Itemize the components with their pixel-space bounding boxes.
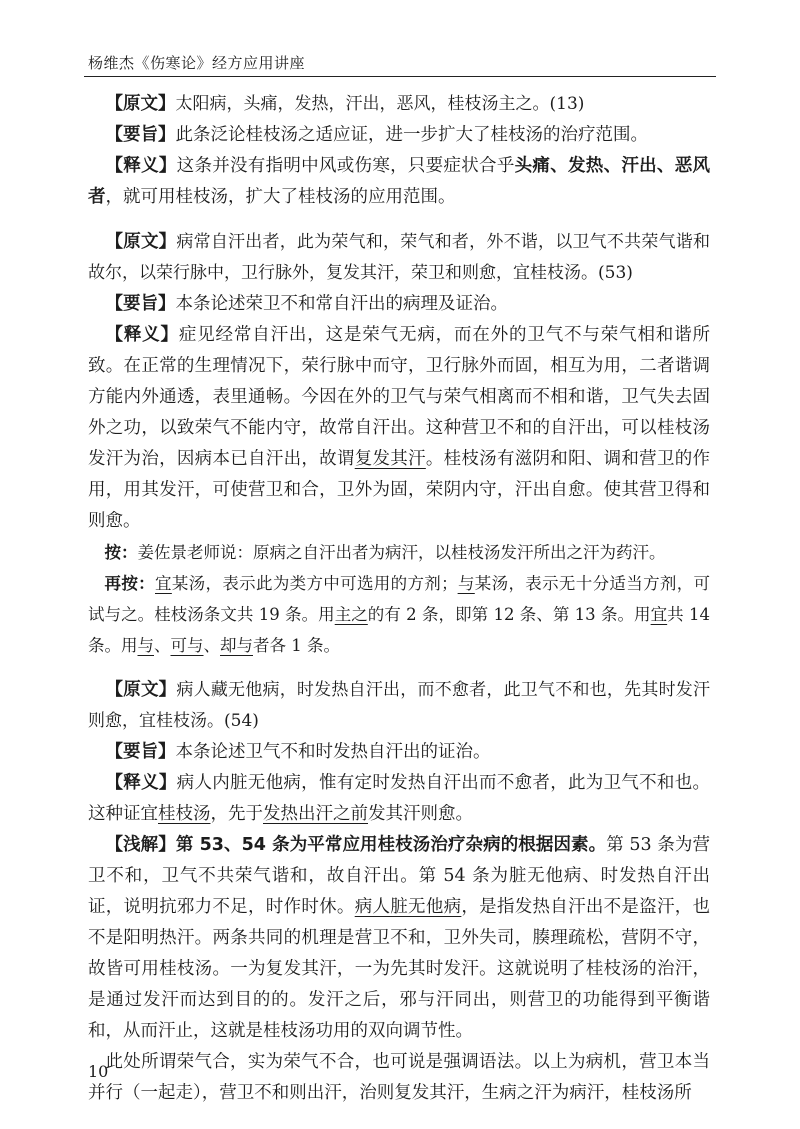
page-number: 10 [88,1062,109,1081]
shiyi-tag: 【释义】 [105,325,179,345]
underlined-term: 宜 [650,605,668,624]
underlined-term: 主之 [334,605,368,624]
underlined-term: 与 [457,574,475,593]
yuanwen-53 [88,227,710,289]
shiyi-54 [88,768,710,830]
yaozhi-53 [88,289,710,320]
yaozhi-tag: 【要旨】 [105,742,176,762]
qianjie-text: ，是指发热自汗出不是盗汗，也不是阳明热汗。两条共同的机理是营卫不和，卫外失司，腠理疏松，营阴不守，故皆可用桂枝汤。一为复发其汗，一为先其时发汗。这就说明了桂枝汤的治汗，是通过发汗而达到目的的。发汗之后，邪与汗同出，则营卫的功能得到平衡谐和，从而汗止，这就是桂枝汤功用的双向调节性。 [88,897,711,1041]
shiyi-text: 病人内脏无他病，惟有定时发热自汗出而不愈者，此为卫气不和也。这种证宜 [88,773,711,824]
page-content [88,89,710,1109]
yaozhi-text: 本条论述荣卫不和常自汗出的病理及证治。 [175,294,508,314]
underlined-phrase: 复发其汗 [354,449,426,469]
yuanwen-54 [88,675,710,737]
shiyi-53 [88,320,710,537]
zaian-tag: 再按： [104,574,155,593]
yuanwen-tag: 【原文】 [105,680,177,700]
zaian-text: 共 14 条。用 [88,605,710,655]
an-text: 姜佐景老师说：原病之自汗出者为病汗，以桂枝汤发汗所出之汗为药汗。 [137,543,666,562]
underlined-phrase: 病人脏无他病 [354,897,462,917]
zaian-text: 者各 1 条。 [253,636,340,655]
underlined-phrase: 发热出汗之前 [263,804,368,824]
yuanwen-13 [88,89,710,120]
yuanwen-text: 病人藏无他病，时发热自汗出，而不愈者，此卫气不和也，先其时发汗则愈，宜桂枝汤。(54) [88,680,711,731]
closing-paragraph [88,1047,710,1109]
yaozhi-tag: 【要旨】 [105,294,176,314]
zaian-text: 、 [154,636,171,655]
closing-text: 此处所谓荣气合，实为荣气不合，也可说是强调语法。以上为病机，营卫本当并行（一起走），营卫不和则出汗，治则复发其汗，生病之汗为病汗，桂枝汤所 [88,1052,710,1103]
zaian-text: 某汤，表示无十分适当方剂，可试与之。桂枝汤条文共 19 条。用 [88,574,711,624]
underlined-phrase: 桂枝汤 [158,804,211,824]
underlined-term: 宜 [155,574,172,593]
qianjie-bold-lead: 第 53、54 条为平常应用桂枝汤治疗杂病的根据因素。 [175,835,607,855]
shiyi-13 [88,151,710,213]
shiyi-text: 发其汗则愈。 [368,804,473,824]
qianjie-text: 第 53 条为营卫不和，卫气不共荣气谐和，故自汗出。第 54 条为脏无他病、时发热自汗出证，说明抗邪力不足，时作时休。 [88,835,710,917]
yuanwen-text: 病常自汗出者，此为荣气和，荣气和者，外不谐，以卫气不共荣气谐和故尔，以荣行脉中，卫行脉外，复发其汗，荣卫和则愈，宜桂枝汤。(53) [88,232,711,283]
shiyi-bold-symptoms: 头痛、发热、汗出、恶风者 [88,156,711,207]
shiyi-text: 。桂枝汤有滋阴和阳、调和营卫的作用，用其发汗，可使营卫和合，卫外为固，荣阴内守，汗出自愈。使其营卫得和则愈。 [88,449,711,531]
zaian-text: 、 [203,636,220,655]
underlined-term: 可与 [170,636,204,655]
shiyi-text: 症见经常自汗出，这是荣气无病，而在外的卫气不与荣气相和谐所致。在正常的生理情况下，荣行脉中而守，卫行脉外而固，相互为用，二者谐调方能内外通透，表里通畅。今因在外的卫气与荣气相离而不相和谐，卫气失去固外之功，以致荣气不能内守，故常自汗出。这种营卫不和的自汗出，可以桂枝汤发汗为治，因病本已自汗出，故谓 [88,325,710,469]
shiyi-text: ，先于 [210,804,263,824]
zaian-text: 的有 2 条，即第 12 条、第 13 条。用 [367,605,651,624]
an-tag: 按： [104,543,138,562]
zaian-text: 某汤，表示此为类方中可选用的方剂； [171,574,458,593]
yaozhi-54 [88,737,710,768]
yaozhi-13 [88,120,710,151]
yaozhi-text: 本条论述卫气不和时发热自汗出的证治。 [175,742,491,762]
yaozhi-text: 此条泛论桂枝汤之适应证，进一步扩大了桂枝汤的治疗范围。 [175,125,648,145]
header-rule [84,76,716,77]
shiyi-text: 这条并没有指明中风或伤寒，只要症状合乎 [176,156,515,176]
zaian-note [88,568,710,661]
yuanwen-tag: 【原文】 [105,232,177,252]
qianjie-tag: 【浅解】 [105,835,176,855]
underlined-term: 却与 [220,636,253,655]
shiyi-tag: 【释义】 [105,156,177,176]
shiyi-text: ，就可用桂枝汤，扩大了桂枝汤的应用范围。 [105,187,456,207]
yuanwen-tag: 【原文】 [105,94,176,114]
qianjie-53-54 [88,830,710,1047]
underlined-term: 与 [137,636,154,655]
yaozhi-tag: 【要旨】 [105,125,176,145]
yuanwen-text: 太阳病，头痛，发热，汗出，恶风，桂枝汤主之。(13) [175,94,585,114]
running-header: 杨维杰《伤寒论》经方应用讲座 [88,54,306,72]
shiyi-tag: 【释义】 [105,773,177,793]
an-note [88,537,710,568]
